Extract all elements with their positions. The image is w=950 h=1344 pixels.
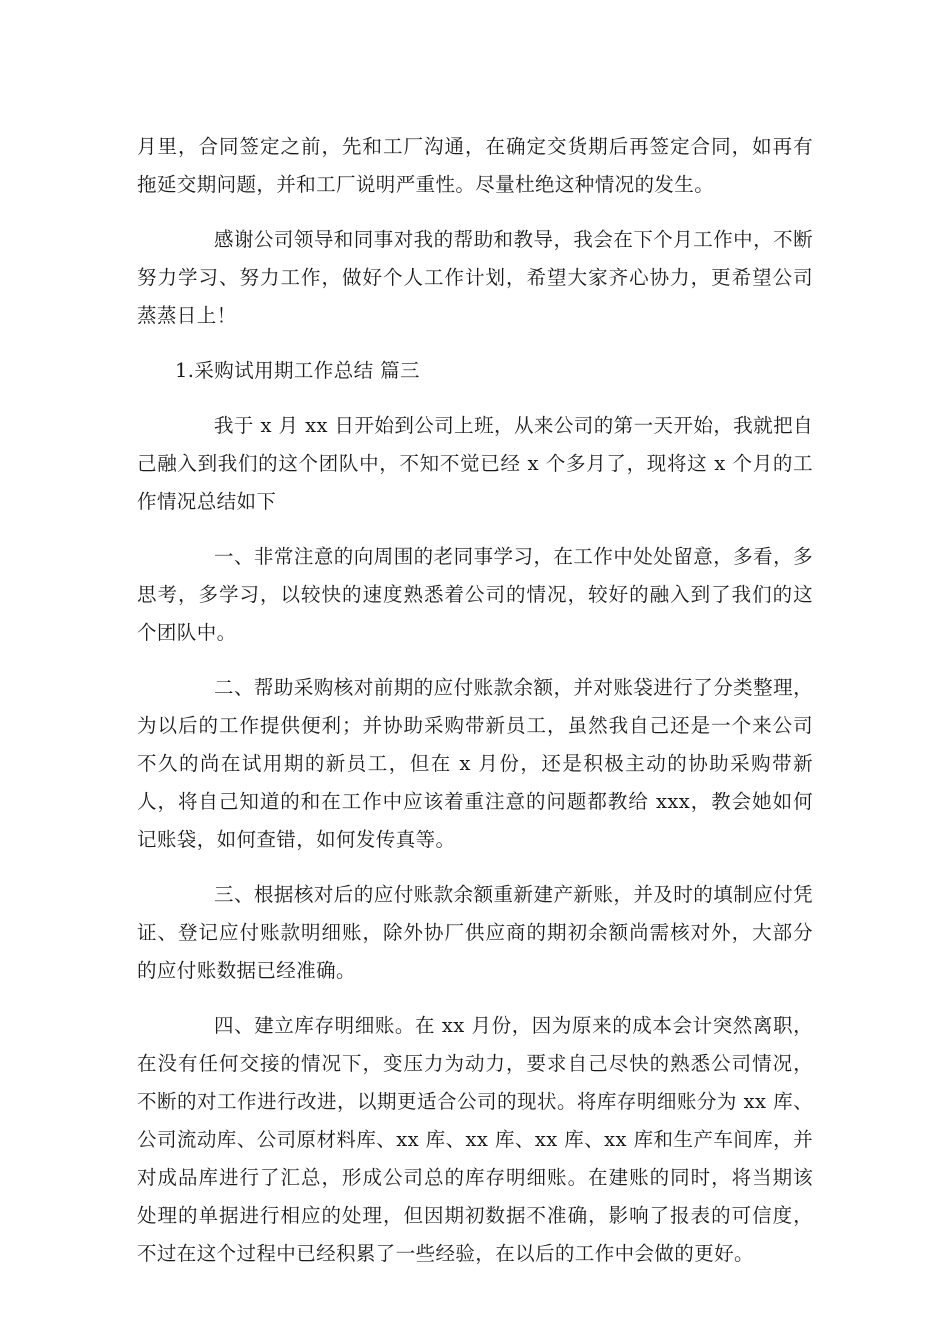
paragraph-point-3: 三、根据核对后的应付账款余额重新建产新账，并及时的填制应付凭证、登记应付账款明细账，除外协厂供应商的期初余额尚需核对外，大部分的应付账数据已经准确。 [137, 883, 813, 982]
paragraph-point-2: 二、帮助采购核对前期的应付账款余额，并对账袋进行了分类整理，为以后的工作提供便利；并协助采购带新员工，虽然我自己还是一个来公司不久的尚在试用期的新员工，但在 x 月份，还是积极主动的协助采购带新人，将自己知道的和在工作中应该着重注意的问题都教给 xxx，教会她如何记账袋，如何查错，如何发传真等。 [137, 676, 813, 851]
paragraph-thanks: 感谢公司领导和同事对我的帮助和教导，我会在下个月工作中，不断努力学习、努力工作，做好个人工作计划，希望大家齐心协力，更希望公司蒸蒸日上！ [137, 228, 813, 327]
paragraph-point-4: 四、建立库存明细账。在 xx 月份，因为原来的成本会计突然离职，在没有任何交接的情况下，变压力为动力，要求自己尽快的熟悉公司情况，不断的对工作进行改进，以期更适合公司的现状。将库存明细账分为 xx 库、公司流动库、公司原材料库、xx 库、xx 库、xx 库、xx 库和生产车间库，并对成品库进行了汇总，形成公司总的库存明细账。在建账的同时，将当期该处理的单据进行相应的处理，但因期初数据不准确，影响了报表的可信度，不过在这个过程中已经积累了一些经验，在以后的工作中会做的更好。 [137, 1014, 813, 1265]
paragraph-point-1: 一、非常注意的向周围的老同事学习，在工作中处处留意，多看，多思考，多学习，以较快的速度熟悉着公司的情况，较好的融入到了我们的这个团队中。 [137, 545, 813, 644]
paragraph-intro: 我于 x 月 xx 日开始到公司上班，从来公司的第一天开始，我就把自己融入到我们的这个团队中，不知不觉已经 x 个多月了，现将这 x 个月的工作情况总结如下 [137, 414, 813, 513]
paragraph-continuation: 月里，合同签定之前，先和工厂沟通，在确定交货期后再签定合同，如再有拖延交期问题，并和工厂说明严重性。尽量杜绝这种情况的发生。 [137, 135, 813, 196]
document-page [137, 128, 813, 1273]
section-heading: 1.采购试用期工作总结 篇三 [175, 359, 420, 382]
